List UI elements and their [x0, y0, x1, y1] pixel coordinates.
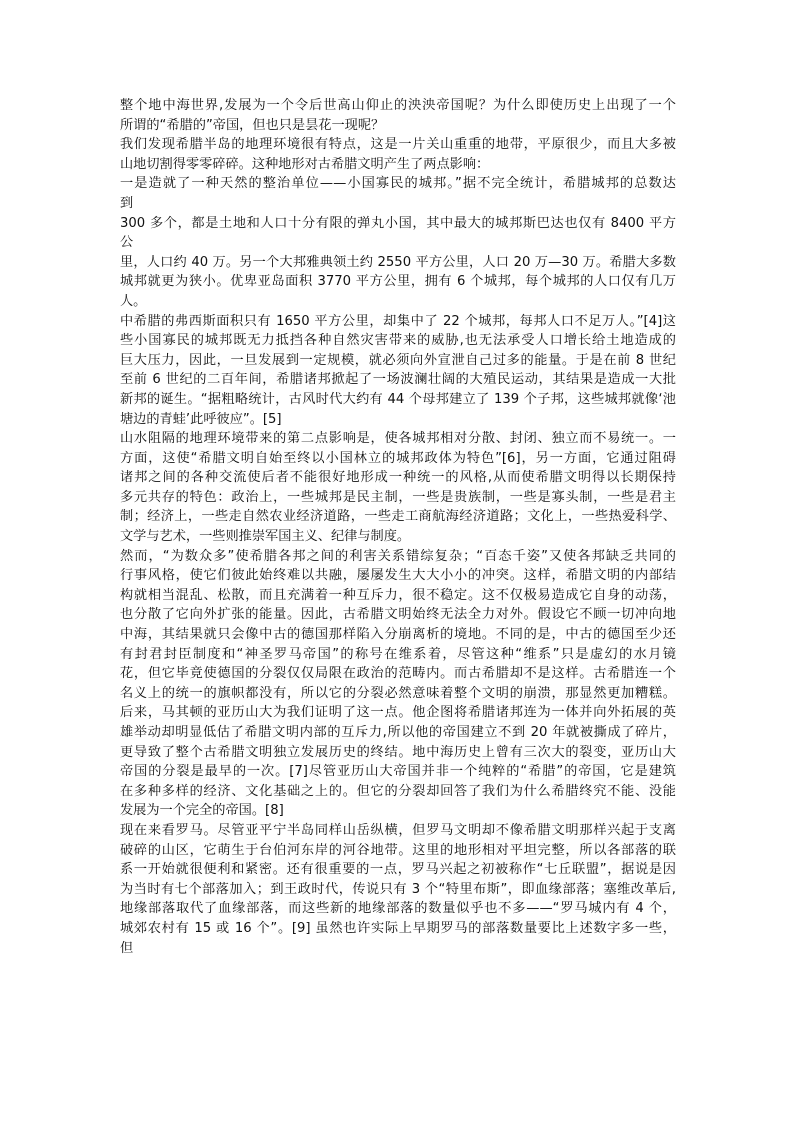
text-line: 新邦的诞生。“据粗略统计，古风时代大约有 44 个母邦建立了 139 个子邦，这些城邦就像‘池 [120, 391, 676, 407]
text-line: 现在来看罗马。尽管亚平宁半岛同样山岳纵横，但罗马文明却不像希腊文明那样兴起于支离 [120, 822, 676, 838]
text-line: 至前 6 世纪的二百年间，希腊诸邦掀起了一场波澜壮阔的大殖民运动，其结果是造成一大批 [120, 372, 676, 388]
text-line: 破碎的山区，它萌生于台伯河东岸的河谷地带。这里的地形相对平坦完整，所以各部落的联 [120, 842, 676, 858]
text-line: 花，但它毕竟使德国的分裂仅仅局限在政治的范畴内。而古希腊却不是这样。古希腊连一个 [120, 666, 676, 682]
text-line: 山地切割得零零碎碎。这种地形对古希腊文明产生了两点影响： [120, 156, 490, 172]
text-line: 多元共存的特色：政治上，一些城邦是民主制，一些是贵族制，一些是寡头制，一些是君主 [120, 489, 676, 505]
text-line: 公 [120, 235, 134, 251]
text-line: 为当时有七个部落加入；到王政时代，传说只有 3 个“特里布斯”，即血缘部落；塞维改革后, [120, 881, 676, 897]
text-line: 更导致了整个古希腊文明独立发展历史的终结。地中海历史上曾有三次大的裂变，亚历山大 [120, 744, 676, 760]
text-line: 塘边的青蛙’此呼彼应”。[5] [120, 411, 282, 427]
document-body [120, 96, 676, 958]
text-line: 文学与艺术，一些则推崇军国主义、纪律与制度。 [120, 529, 411, 545]
text-line: 到 [120, 195, 134, 211]
text-line: 300 多个，都是土地和人口十分有限的弹丸小国，其中最大的城邦斯巴达也仅有 8400 平方 [120, 215, 676, 231]
text-line: 也分散了它向外扩张的能量。因此，古希腊文明始终无法全力对外。假设它不顾一切冲向地 [120, 607, 676, 623]
text-line: 但 [120, 940, 134, 956]
text-line: 后来，马其顿的亚历山大为我们证明了这一点。他企图将希腊诸邦连为一体并向外拓展的英 [120, 705, 676, 721]
text-line: 行事风格，使它们彼此始终难以共融，屡屡发生大大小小的冲突。这样，希腊文明的内部结 [120, 568, 676, 584]
text-line: 些小国寡民的城邦既无力抵挡各种自然灾害带来的威胁,也无法承受人口增长给土地造成的 [120, 333, 676, 349]
text-line: 整个地中海世界,发展为一个令后世高山仰止的泱泱帝国呢？为什么即使历史上出现了一个 [120, 98, 676, 113]
text-line: 有封君封臣制度和“神圣罗马帝国”的称号在维系着，尽管这种“维系”只是虚幻的水月镜 [120, 646, 676, 662]
text-line: 制；经济上，一些走自然农业经济道路，一些走工商航海经济道路；文化上，一些热爱科学、 [120, 509, 676, 525]
text-line: 在多种多样的经济、文化基础之上的。但它的分裂却回答了我们为什么希腊终究不能、没能 [120, 783, 676, 799]
text-line: 地缘部落取代了血缘部落，而这些新的地缘部落的数量似乎也不多——“罗马城内有 4 个， [120, 901, 676, 917]
text-line: 然而，“为数众多”使希腊各邦之间的利害关系错综复杂；“百态千姿”又使各邦缺乏共同的 [120, 548, 676, 564]
text-line: 发展为一个完全的帝国。[8] [120, 803, 284, 819]
text-line: 系一开始就很便利和紧密。还有很重要的一点，罗马兴起之初被称作“七丘联盟”，据说是因 [120, 862, 676, 878]
text-line: 我们发现希腊半岛的地理环境很有特点，这是一片关山重重的地带，平原很少，而且大多被 [120, 137, 676, 153]
text-line: 名义上的统一的旗帜都没有，所以它的分裂必然意味着整个文明的崩溃，那显然更加糟糕。 [120, 685, 676, 701]
text-line: 方面，这使“希腊文明自始至终以小国林立的城邦政体为特色”[6]，另一方面，它通过阻碍 [120, 450, 676, 466]
text-line: 中希腊的弗西斯面积只有 1650 平方公里，却集中了 22 个城邦，每邦人口不足万人。”[4]这 [120, 313, 676, 329]
text-line: 中海，其结果就只会像中古的德国那样陷入分崩离析的境地。不同的是，中古的德国至少还 [120, 627, 676, 643]
text-line: 构就相当混乱、松散，而且充满着一种互斥力，很不稳定。这不仅极易造成它自身的动荡， [120, 587, 676, 603]
text-line: 所谓的“希腊的”帝国，但也只是昙花一现呢？ [120, 117, 385, 133]
text-line: 人。 [120, 293, 147, 309]
text-line: 山水阻隔的地理环境带来的第二点影响是，使各城邦相对分散、封闭、独立而不易统一。一 [120, 431, 676, 447]
text-line: 帝国的分裂是最早的一次。[7]尽管亚历山大帝国并非一个纯粹的“希腊”的帝国，它是建筑 [120, 764, 676, 780]
text-line: 雄举动却明显低估了希腊文明内部的互斥力,所以他的帝国建立不到 20 年就被撕成了碎片， [120, 725, 676, 740]
text-line: 城郊农村有 15 或 16 个”。[9] 虽然也许实际上早期罗马的部落数量要比上述数字多一些， [120, 920, 676, 936]
text-line: 里，人口约 40 万。另一个大邦雅典领土约 2550 平方公里，人口 20 万—30 万。希腊大多数 [120, 254, 676, 270]
text-line: 城邦就更为狭小。优卑亚岛面积 3770 平方公里，拥有 6 个城邦，每个城邦的人口仅有几万 [120, 274, 676, 290]
text-line: 一是造就了一种天然的整治单位——小国寡民的城邦。”据不完全统计，希腊城邦的总数达 [120, 176, 676, 192]
text-line: 诸邦之间的各种交流使后者不能很好地形成一种统一的风格,从而使希腊文明得以长期保持 [120, 470, 676, 486]
text-line: 巨大压力，因此，一旦发展到一定规模，就必须向外宣泄自己过多的能量。于是在前 8 世纪 [120, 352, 676, 368]
